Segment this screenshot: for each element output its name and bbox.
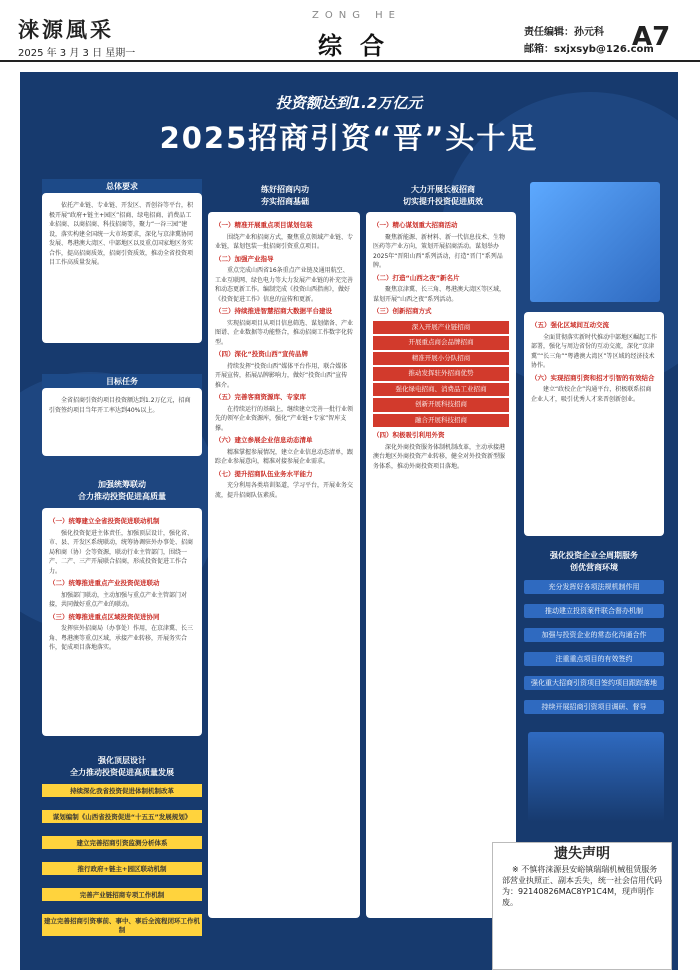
section-heading: （六）实现招商引资和招才引智的有效结合 <box>531 373 655 382</box>
editor-name: 责任编辑：孙元科 <box>524 27 604 38</box>
method-item: 推动发挥驻外招商优势 <box>373 367 509 381</box>
service-item: 持续开展招商引资项目调研、督导 <box>524 700 664 714</box>
caption-foundation: 练好招商内功 夯实招商基础 <box>261 185 309 206</box>
card-coordination <box>42 508 202 736</box>
section-name: 综合 <box>318 32 402 60</box>
method-item: 融合开展科技招商 <box>373 414 509 428</box>
measure-item: 谋划编制《山西省投资促进“十五五”发展规划》 <box>42 810 202 823</box>
section-heading: （五）强化区域间互动交流 <box>531 321 609 329</box>
measure-item: 完善产业链招商专项工作机制 <box>42 888 202 901</box>
caption-top-design: 强化顶层设计 全力推动投资促进高质量发展 <box>70 756 174 777</box>
section-text: 深化外商投资服务体制机制改革，主动承接港澳台地区外商投资产业转移，健全对外投资新型服务体系，推动外商投资项目落地。 <box>373 443 506 470</box>
notice-text: ※ 不慎将涞源县安峪镇瑞瑞机械租赁服务部营业执照正、副本丢失，统一社会信用代码为：92140826MAC8YP1C4M，现声明作废。 <box>502 865 662 907</box>
targets-text: 全省招商引资约项目投资额达到1.2万亿元，招商引资签约项目当年开工率达到40%以上。 <box>49 397 191 414</box>
section-heading: （四）积极吸引利用外资 <box>373 431 445 439</box>
measure-item: 建立完善招商引资事前、事中、事后全流程闭环工作机制 <box>42 914 202 936</box>
section-text: 聚焦新能源、新材料、新一代信息技术、生物医药等产业方向，策划开展招商活动。谋划举办2025年“晋阳山西”系列活动，打造“晋门”系列品牌。 <box>373 233 506 269</box>
notice-title: 遗失声明 <box>554 846 610 862</box>
infographic-poster <box>20 72 678 970</box>
caption-long-board: 大力开展长板招商 切实提升投资促进质效 <box>403 185 483 206</box>
service-item: 注重重点项目的有效签约 <box>524 652 664 666</box>
section-heading: （七）提升招商队伍业务水平能力 <box>215 469 313 478</box>
section-heading: （六）建立参展企业信息动态清单 <box>215 436 313 444</box>
measure-item: 建立完善招商引资监测分析体系 <box>42 836 202 849</box>
service-item: 推动建立投资案件联合督办机制 <box>524 604 664 618</box>
service-item: 强化重大招商引资项目签约项目跟踪落地 <box>524 676 664 690</box>
section-text: 重点完成山西省16条重点产业链及通用航空、工业互联网、绿色电力等大力发展产业链的补充完善和动态更新工作。编制完成《投资山西指南》，做好《投资促进工作》信息的宣传和更新。 <box>215 267 354 303</box>
data-illustration <box>530 182 660 302</box>
tag-targets: 目标任务 <box>42 374 202 389</box>
editor-email: 邮箱：sxjxsyb@126.com <box>524 44 654 55</box>
card-foundation <box>208 212 360 918</box>
section-text: 加强部门联动，主动加强与重点产业主管部门对接，共同做好重点产业的联动。 <box>49 591 188 608</box>
section-heading: （三）统筹推进重点区域投资促进协同 <box>49 612 160 621</box>
section-heading: （二）打造“山西之夜”新名片 <box>373 273 460 282</box>
method-item: 开展重点商会品牌招商 <box>373 336 509 350</box>
poster-subtitle: 投资额达到1.2万亿元 <box>275 94 423 112</box>
section-text: 精准掌握参展情况，建立企业信息动态清单，跟踪企业参展意向，精准对接参展企业需求。 <box>215 448 354 465</box>
section-text: 聚焦京津冀、长三角、粤港澳大湾区等区域，谋划开展“山西之夜”系列活动。 <box>373 286 506 303</box>
method-item: 强化绿电招商、消费品工业招商 <box>373 383 509 397</box>
service-item: 充分发挥好各项法规机制作用 <box>524 580 664 594</box>
caption-coordination: 加强统筹联动 合力推动投资促进高质量 <box>78 480 166 501</box>
section-heading: （一）精心谋划重大招商活动 <box>373 221 458 229</box>
section-text: 围绕产业和招商方式，聚焦重点领域产业链、专业链，谋划包装一批招商引资重点项目。 <box>215 233 354 250</box>
tag-overall: 总体要求 <box>42 179 202 194</box>
section-heading: （二）统筹推进重点产业投资促进联动 <box>49 579 160 587</box>
section-heading: （四）深化“投资山西”宣传品牌 <box>215 350 309 358</box>
section-heading: （三）持续推进智慧招商大数据平台建设 <box>215 307 332 315</box>
section-text: 发挥驻外招商局（办事处）作用，在京津冀、长三角、粤港澳等重点区域，承接产业转移，开展务实合作，促成项目落地落实。 <box>49 625 194 651</box>
section-pinyin: ZONG HE <box>312 10 401 21</box>
card-long-board <box>366 212 516 918</box>
section-heading: （三）创新招商方式 <box>373 307 432 315</box>
measure-item: 持续深化我省投资促进体制机制改革 <box>42 784 202 797</box>
method-item: 精准开展小分队招商 <box>373 352 509 366</box>
section-heading: （一）精准开展重点项目谋划包装 <box>215 221 313 229</box>
service-item: 加强与投资企业的常态化沟通合作 <box>524 628 664 642</box>
section-heading: （五）完善客商资源库、专家库 <box>215 393 306 401</box>
section-heading: （二）加强产业指导 <box>215 254 274 263</box>
poster-title: 2025招商引资“晋”头十足 <box>159 121 539 155</box>
overall-text: 依托产业链、专业链、开发区、晋创谷等平台，积极开展“政府+链主+园区”招商、绿电招商、消费品工业招商、以商招商、科技招商等，聚力“一谷三园”建设，落实构建全国统一大市场要求，深化与京津冀协同发展、粤港澳大湾区、中部地区以及重点国家地区务实合作，提高招商质效，招商引资质效，推动全省投资项目工作高质量发展。 <box>49 202 194 266</box>
measure-item: 推行政府+链主+园区联动机制 <box>42 862 202 875</box>
caption-service: 强化投资企业全周期服务 创优营商环境 <box>550 551 638 572</box>
section-heading: （一）统筹建立全省投资促进联动机制 <box>49 517 160 525</box>
section-text: 持续发挥“投资山西”媒体平台作用，联合媒体开展宣传，拓展品牌影响力，做好“投资山西”宣传推介。 <box>215 362 348 389</box>
section-text: 全面贯彻落实新时代推动中部地区崛起工作部署，强化与周边省份的互动交流，深化“京津冀”“长三角”“粤港澳大湾区”等区域的经济技术协作。 <box>531 333 658 369</box>
card-overall <box>42 193 202 343</box>
issue-date: 2025 年 3 月 3 日 星期一 <box>18 48 136 59</box>
method-item: 创新开展科技招商 <box>373 398 509 412</box>
card-targets <box>42 388 202 456</box>
loss-notice <box>492 842 672 970</box>
section-text: 充分利用各类培训渠道，学习平台，开展业务交流，提升招商队伍素质。 <box>215 482 354 499</box>
section-text: 强化投资促进主体责任，加强顶层设计，强化省、市、县、开发区系统联动，统筹协调驻外办事处、招商局和商（协）会等资源，联动行业主管部门，围绕一产、二产、三产开展联合招商，形成投资促进工作合力。 <box>49 529 194 575</box>
card-regional <box>524 312 664 536</box>
section-text: 在持续运行的基础上，继续建立完善一批行业领先的领军企业资源库，强化“产业链+专家”智库支撑。 <box>215 405 354 432</box>
page-number: A7 <box>632 22 671 52</box>
section-text: 实现招商项目从项目信息筛选、谋划储备、产业图谱、企业数据等功能整合，推动招商工作数字化转型。 <box>215 319 354 346</box>
method-item: 深入开展产业链招商 <box>373 321 509 335</box>
handshake-illustration <box>528 732 664 822</box>
page-header <box>0 0 700 62</box>
paper-name: 涞源風采 <box>18 17 114 42</box>
section-text: 建立“政校企企”沟通平台，积极联系招商企业人才，吸引优秀人才来晋创新创业。 <box>531 386 652 403</box>
